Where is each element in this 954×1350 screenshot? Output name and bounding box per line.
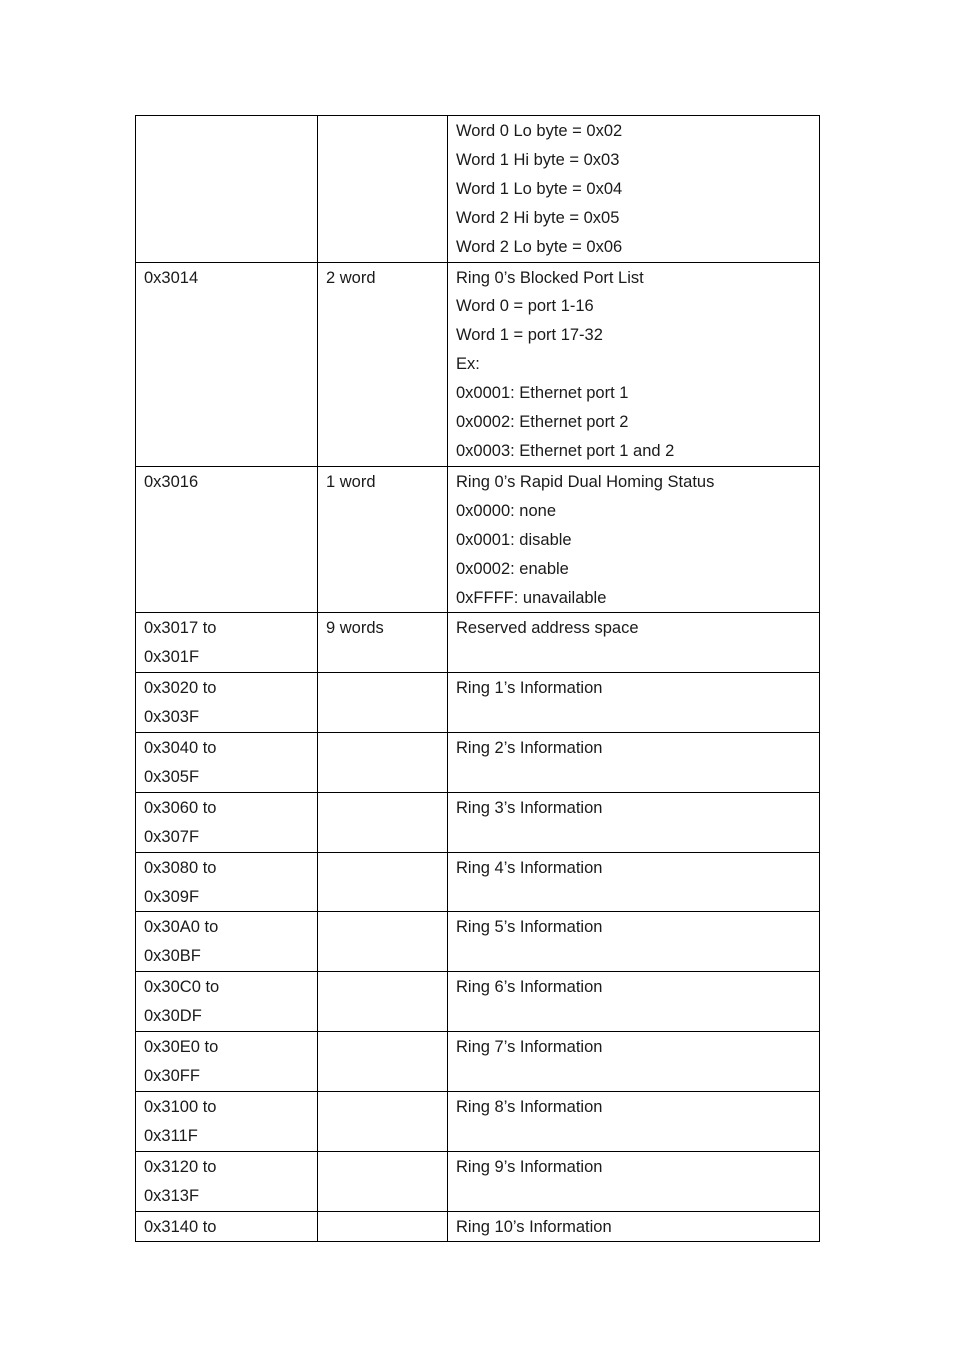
size-cell xyxy=(318,733,448,793)
address-cell xyxy=(136,116,318,263)
address-text: 0x3020 to xyxy=(144,679,217,698)
description-line: 0x0002: Ethernet port 2 xyxy=(456,413,629,432)
address-text: 0x311F xyxy=(144,1126,198,1145)
size-cell xyxy=(318,262,448,466)
table-row xyxy=(136,466,820,613)
description-cell xyxy=(448,1151,820,1211)
address-text: 0x303F xyxy=(144,708,200,727)
table-row xyxy=(136,972,820,1032)
description-line: Ring 3’s Information xyxy=(456,798,603,817)
description-line: Word 1 = port 17-32 xyxy=(456,326,603,345)
size-cell xyxy=(318,792,448,852)
size-cell xyxy=(318,673,448,733)
description-cell xyxy=(448,613,820,673)
description-line: Word 2 Hi byte = 0x05 xyxy=(456,208,620,227)
description-line: 0x0001: disable xyxy=(456,530,572,549)
address-text: 0x305F xyxy=(144,767,200,786)
address-cell xyxy=(136,1211,318,1242)
address-cell xyxy=(136,262,318,466)
address-text: 0x30C0 to xyxy=(144,978,220,997)
address-cell xyxy=(136,733,318,793)
description-cell xyxy=(448,1211,820,1242)
size-text: 9 words xyxy=(326,619,384,638)
description-line: Ring 8’s Information xyxy=(456,1097,603,1116)
address-text: 0x3060 to xyxy=(144,798,217,817)
address-text: 0x30BF xyxy=(144,947,201,966)
address-cell xyxy=(136,972,318,1032)
address-text: 0x30FF xyxy=(144,1067,200,1085)
description-line: Ring 4’s Information xyxy=(456,858,603,877)
address-text: 0x30A0 to xyxy=(144,918,219,937)
description-line: Reserved address space xyxy=(456,619,639,638)
description-line: Word 1 Hi byte = 0x03 xyxy=(456,150,620,169)
size-cell xyxy=(318,613,448,673)
address-text: 0x3017 to xyxy=(144,619,217,638)
table-row xyxy=(136,733,820,793)
table-row xyxy=(136,613,820,673)
description-line: Ring 2’s Information xyxy=(456,739,603,758)
description-line: Ring 9’s Information xyxy=(456,1157,603,1176)
size-cell xyxy=(318,1091,448,1151)
description-cell xyxy=(448,262,820,466)
address-text: 0x3016 xyxy=(144,472,199,491)
description-cell xyxy=(448,116,820,263)
description-line: 0xFFFF: unavailable xyxy=(456,588,607,607)
address-text: 0x3014 xyxy=(144,268,199,287)
description-line: 0x0002: enable xyxy=(456,559,569,578)
size-cell xyxy=(318,912,448,972)
description-cell xyxy=(448,1032,820,1092)
address-text: 0x30DF xyxy=(144,1007,202,1026)
table-row xyxy=(136,912,820,972)
address-text: 0x307F xyxy=(144,827,200,846)
description-cell xyxy=(448,972,820,1032)
size-cell xyxy=(318,972,448,1032)
description-line: Word 1 Lo byte = 0x04 xyxy=(456,179,623,198)
description-line: Ring 10’s Information xyxy=(456,1217,612,1236)
address-cell xyxy=(136,912,318,972)
address-cell xyxy=(136,613,318,673)
size-text: 1 word xyxy=(326,472,376,491)
description-line: Word 0 = port 1-16 xyxy=(456,297,594,316)
description-line: 0x0000: none xyxy=(456,501,557,520)
table-row xyxy=(136,852,820,912)
size-text: 2 word xyxy=(326,268,376,287)
table-row xyxy=(136,792,820,852)
table-row xyxy=(136,673,820,733)
description-line: 0x0001: Ethernet port 1 xyxy=(456,384,629,403)
description-line: Word 2 Lo byte = 0x06 xyxy=(456,237,623,256)
description-line: Ex: xyxy=(456,355,480,374)
table-row xyxy=(136,1151,820,1211)
address-text: 0x3140 to xyxy=(144,1217,217,1236)
address-cell xyxy=(136,792,318,852)
address-text: 0x3040 to xyxy=(144,739,217,758)
size-cell xyxy=(318,852,448,912)
description-cell xyxy=(448,673,820,733)
address-text: 0x313F xyxy=(144,1186,200,1205)
size-cell xyxy=(318,1032,448,1092)
address-cell xyxy=(136,466,318,613)
description-cell xyxy=(448,1091,820,1151)
address-text: 0x3080 to xyxy=(144,858,217,877)
address-cell xyxy=(136,673,318,733)
register-table xyxy=(135,115,820,1242)
address-cell xyxy=(136,1151,318,1211)
address-text: 0x3100 to xyxy=(144,1097,217,1116)
table-row xyxy=(136,1091,820,1151)
table-row xyxy=(136,262,820,466)
address-cell xyxy=(136,852,318,912)
table-row xyxy=(136,1211,820,1242)
description-cell xyxy=(448,912,820,972)
description-line: Ring 7’s Information xyxy=(456,1038,603,1057)
table-row xyxy=(136,1032,820,1092)
address-text: 0x309F xyxy=(144,887,200,906)
description-cell xyxy=(448,852,820,912)
description-cell xyxy=(448,733,820,793)
size-cell xyxy=(318,116,448,263)
address-text: 0x30E0 to xyxy=(144,1038,219,1057)
description-line: 0x0003: Ethernet port 1 and 2 xyxy=(456,441,675,460)
description-line: Ring 0’s Rapid Dual Homing Status xyxy=(456,472,715,491)
size-cell xyxy=(318,466,448,613)
description-cell xyxy=(448,792,820,852)
description-line: Ring 1’s Information xyxy=(456,679,603,698)
address-cell xyxy=(136,1091,318,1151)
description-line: Ring 0’s Blocked Port List xyxy=(456,268,644,287)
size-cell xyxy=(318,1211,448,1242)
description-line: Ring 5’s Information xyxy=(456,918,603,937)
description-line: Ring 6’s Information xyxy=(456,978,603,997)
description-line: Word 0 Lo byte = 0x02 xyxy=(456,122,623,140)
size-cell xyxy=(318,1151,448,1211)
address-cell xyxy=(136,1032,318,1092)
description-cell xyxy=(448,466,820,613)
table-row xyxy=(136,116,820,263)
address-text: 0x301F xyxy=(144,648,200,667)
address-text: 0x3120 to xyxy=(144,1157,217,1176)
register-table-body xyxy=(136,116,820,1242)
